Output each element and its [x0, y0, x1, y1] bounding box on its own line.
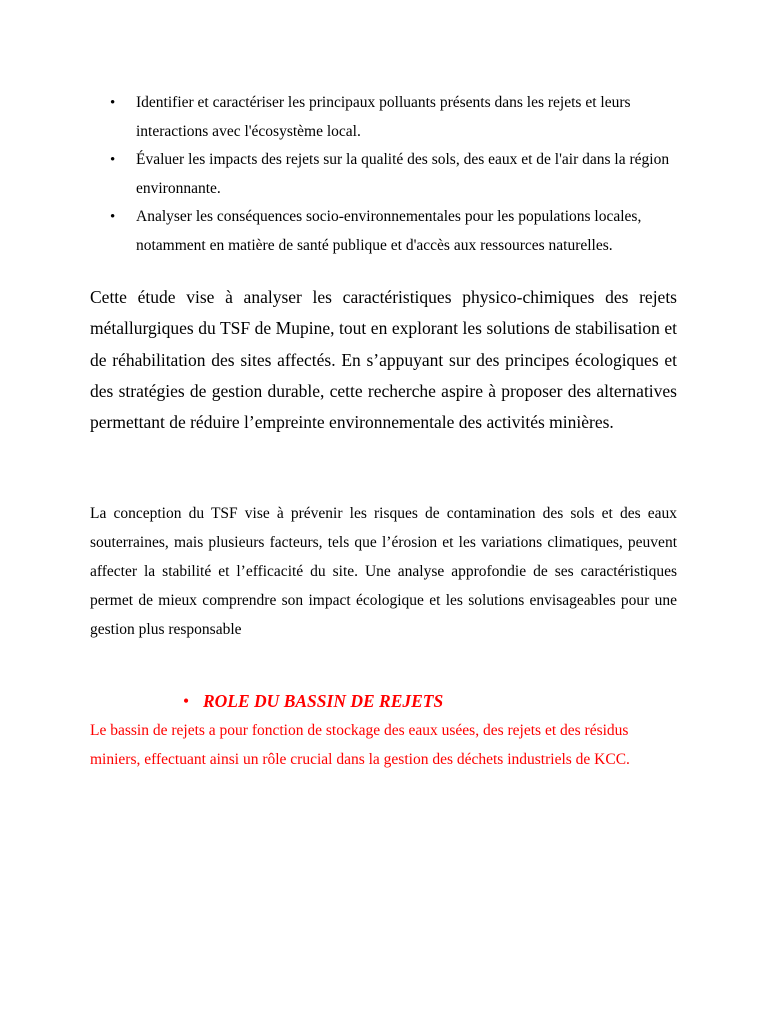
section-heading — [183, 688, 443, 714]
list-item-text: Analyser les conséquences socio-environnementales pour les populations locales, notamment en matière de santé publique et d'accès aux ressources naturelles. — [136, 208, 642, 254]
bullet-icon: • — [183, 691, 190, 711]
objectives-list — [108, 89, 678, 260]
list-item-text: Évaluer les impacts des rejets sur la qualité des sols, des eaux et de l'air dans la région environnante. — [136, 151, 670, 197]
section-heading-text: ROLE DU BASSIN DE REJETS — [203, 691, 444, 711]
list-item — [108, 203, 678, 260]
list-item — [108, 89, 678, 146]
bullet-icon: • — [110, 209, 116, 225]
bullet-icon: • — [110, 95, 116, 111]
list-item-text: Identifier et caractériser les principaux polluants présents dans les rejets et leurs interactions avec l'écosystème local. — [136, 94, 631, 140]
tsf-paragraph: La conception du TSF vise à prévenir les risques de contamination des sols et des eaux souterraines, mais plusieurs facteurs, tels que l’érosion et les variations climatiques, peuvent affecter la stabilité et l’efficacité du site. Une analyse approfondie de ses caractéristiques permet de mieux comprendre son impact écologique et les solutions envisageables pour une gestion plus responsable — [90, 505, 677, 639]
bullet-icon: • — [110, 152, 116, 168]
section-body: Le bassin de rejets a pour fonction de stockage des eaux usées, des rejets et des résidus miniers, effectuant ainsi un rôle crucial dans la gestion des déchets industriels de KCC. — [90, 722, 630, 768]
list-item — [108, 146, 678, 203]
study-paragraph: Cette étude vise à analyser les caractéristiques physico-chimiques des rejets métallurgiques du TSF de Mupine, tout en explorant les solutions de stabilisation et de réhabilitation des sites affectés. En s’appuyant sur des principes écologiques et des stratégies de gestion durable, cette recherche aspire à proposer des alternatives permettant de réduire l’empreinte environnementale des activités minières. — [90, 287, 677, 433]
